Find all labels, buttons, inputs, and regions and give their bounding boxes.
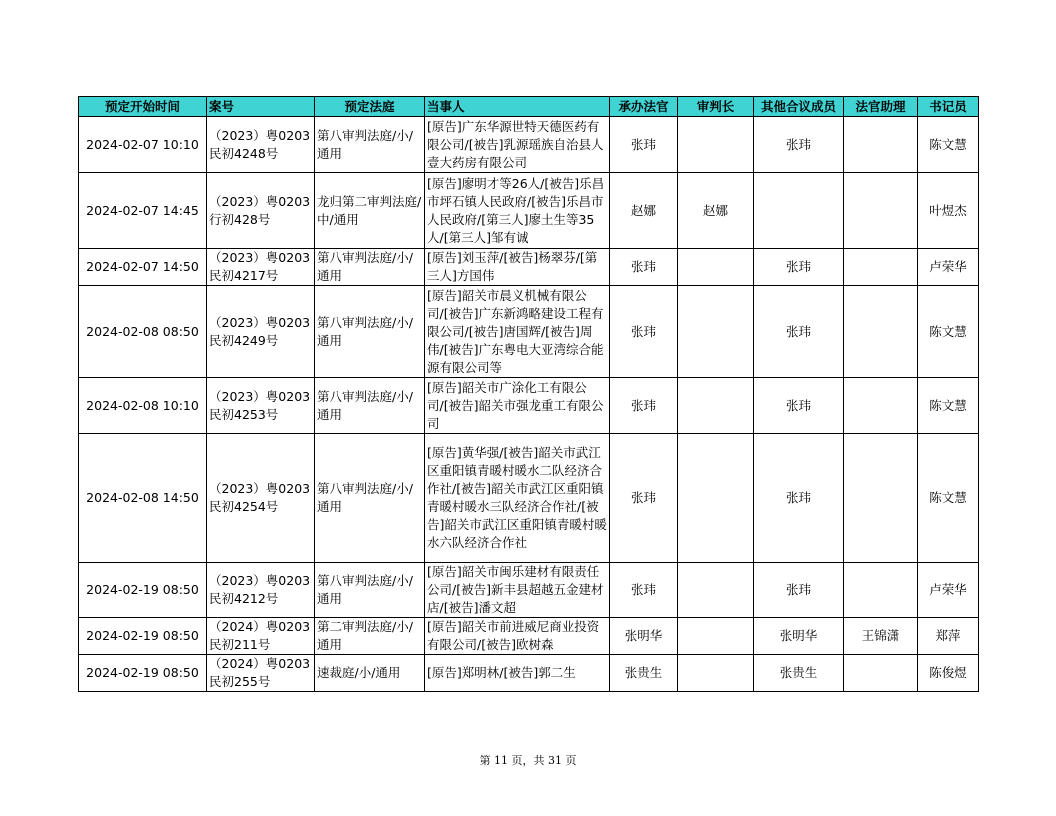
cell-presiding-judge: 张贵生: [610, 655, 678, 692]
cell-judge-assistant: [844, 655, 918, 692]
cell-start-time: 2024-02-19 08:50: [79, 618, 207, 655]
table-row: [79, 173, 979, 249]
cell-clerk: 陈俊煜: [918, 655, 979, 692]
cell-case-number: （2023）粤0203民初4217号: [207, 249, 315, 286]
cell-start-time: 2024-02-08 10:10: [79, 378, 207, 434]
cell-panel-members: 张玮: [754, 563, 844, 618]
page-footer: 第 11 页，共 31 页: [479, 754, 577, 767]
cell-clerk: 陈文慧: [918, 286, 979, 378]
cell-clerk: 陈文慧: [918, 434, 979, 563]
cell-presiding-judge: 张玮: [610, 434, 678, 563]
cell-presiding-judge: 张玮: [610, 117, 678, 173]
table-row: [79, 117, 979, 173]
cell-parties: [原告]韶关市前进威尼商业投资有限公司/[被告]欧树森: [425, 618, 610, 655]
cell-courtroom: 龙归第二审判法庭/中/通用: [315, 173, 425, 249]
cell-judge-assistant: [844, 378, 918, 434]
cell-courtroom: 第八审判法庭/小/通用: [315, 563, 425, 618]
table-row: [79, 434, 979, 563]
cell-case-number: （2023）粤0203民初4212号: [207, 563, 315, 618]
cell-start-time: 2024-02-08 08:50: [79, 286, 207, 378]
cell-courtroom: 第八审判法庭/小/通用: [315, 117, 425, 173]
header-courtroom: 预定法庭: [315, 97, 425, 117]
cell-courtroom: 第八审判法庭/小/通用: [315, 434, 425, 563]
cell-parties: [原告]黄华强/[被告]韶关市武江区重阳镇青暖村暖水二队经济合作社/[被告]韶关市武江区重阳镇青暖村暖水三队经济合作社/[被告]韶关市武江区重阳镇青暖村暖水六队经济合作社: [425, 434, 610, 563]
header-parties: 当事人: [425, 97, 610, 117]
cell-clerk: 陈文慧: [918, 378, 979, 434]
cell-judge-assistant: [844, 434, 918, 563]
cell-presiding-judge: 张玮: [610, 378, 678, 434]
cell-presiding-judge: 张明华: [610, 618, 678, 655]
cell-parties: [原告]刘玉萍/[被告]杨翠芬/[第三人]方国伟: [425, 249, 610, 286]
cell-parties: [原告]韶关市晨义机械有限公司/[被告]广东新鸿略建设工程有限公司/[被告]唐国辉/[被告]周伟/[被告]广东粤电大亚湾综合能源有限公司等: [425, 286, 610, 378]
cell-courtroom: 第二审判法庭/小/通用: [315, 618, 425, 655]
cell-case-number: （2024）粤0203民初211号: [207, 618, 315, 655]
header-start-time: 预定开始时间: [79, 97, 207, 117]
cell-judge-assistant: [844, 286, 918, 378]
cell-judge-assistant: [844, 563, 918, 618]
cell-chief-judge: [678, 563, 754, 618]
cell-case-number: （2023）粤0203行初428号: [207, 173, 315, 249]
cell-courtroom: 第八审判法庭/小/通用: [315, 286, 425, 378]
cell-courtroom: 速裁庭/小/通用: [315, 655, 425, 692]
cell-chief-judge: 赵娜: [678, 173, 754, 249]
cell-chief-judge: [678, 249, 754, 286]
cell-judge-assistant: [844, 173, 918, 249]
cell-presiding-judge: 张玮: [610, 286, 678, 378]
header-clerk: 书记员: [918, 97, 979, 117]
table-row: [79, 563, 979, 618]
cell-panel-members: 张玮: [754, 249, 844, 286]
cell-chief-judge: [678, 618, 754, 655]
table-row: [79, 286, 979, 378]
cell-case-number: （2023）粤0203民初4254号: [207, 434, 315, 563]
cell-start-time: 2024-02-07 14:50: [79, 249, 207, 286]
cell-clerk: 卢荣华: [918, 563, 979, 618]
header-judge-assistant: 法官助理: [844, 97, 918, 117]
cell-case-number: （2024）粤0203民初255号: [207, 655, 315, 692]
cell-chief-judge: [678, 286, 754, 378]
table-row: [79, 618, 979, 655]
cell-clerk: 陈文慧: [918, 117, 979, 173]
cell-judge-assistant: [844, 117, 918, 173]
cell-panel-members: 张玮: [754, 286, 844, 378]
cell-courtroom: 第八审判法庭/小/通用: [315, 249, 425, 286]
header-chief-judge: 审判长: [678, 97, 754, 117]
table-row: [79, 249, 979, 286]
cell-start-time: 2024-02-19 08:50: [79, 655, 207, 692]
header-case-number: 案号: [207, 97, 315, 117]
cell-presiding-judge: 张玮: [610, 249, 678, 286]
cell-start-time: 2024-02-19 08:50: [79, 563, 207, 618]
cell-chief-judge: [678, 117, 754, 173]
cell-chief-judge: [678, 434, 754, 563]
cell-judge-assistant: [844, 249, 918, 286]
cell-chief-judge: [678, 655, 754, 692]
cell-clerk: 郑萍: [918, 618, 979, 655]
cell-start-time: 2024-02-08 14:50: [79, 434, 207, 563]
cell-judge-assistant: 王锦潇: [844, 618, 918, 655]
cell-courtroom: 第八审判法庭/小/通用: [315, 378, 425, 434]
cell-parties: [原告]广东华源世特天德医药有限公司/[被告]乳源瑶族自治县人壹大药房有限公司: [425, 117, 610, 173]
cell-panel-members: 张玮: [754, 117, 844, 173]
cell-panel-members: 张贵生: [754, 655, 844, 692]
hearing-schedule-table: [78, 96, 979, 692]
cell-parties: [原告]韶关市广涂化工有限公司/[被告]韶关市强龙重工有限公司: [425, 378, 610, 434]
cell-panel-members: 张玮: [754, 378, 844, 434]
cell-clerk: 叶煜杰: [918, 173, 979, 249]
cell-chief-judge: [678, 378, 754, 434]
cell-start-time: 2024-02-07 10:10: [79, 117, 207, 173]
table-row: [79, 655, 979, 692]
table-header-row: [79, 97, 979, 117]
cell-parties: [原告]郑明林/[被告]郭二生: [425, 655, 610, 692]
header-presiding-judge: 承办法官: [610, 97, 678, 117]
cell-clerk: 卢荣华: [918, 249, 979, 286]
cell-presiding-judge: 张玮: [610, 563, 678, 618]
cell-parties: [原告]廖明才等26人/[被告]乐昌市坪石镇人民政府/[被告]乐昌市人民政府/[第三人]廖土生等35人/[第三人]邹有诚: [425, 173, 610, 249]
cell-start-time: 2024-02-07 14:45: [79, 173, 207, 249]
table-row: [79, 378, 979, 434]
cell-case-number: （2023）粤0203民初4249号: [207, 286, 315, 378]
cell-panel-members: 张玮: [754, 434, 844, 563]
cell-case-number: （2023）粤0203民初4248号: [207, 117, 315, 173]
cell-presiding-judge: 赵娜: [610, 173, 678, 249]
cell-parties: [原告]韶关市闽乐建材有限责任公司/[被告]新丰县超越五金建材店/[被告]潘文超: [425, 563, 610, 618]
cell-panel-members: [754, 173, 844, 249]
cell-panel-members: 张明华: [754, 618, 844, 655]
cell-case-number: （2023）粤0203民初4253号: [207, 378, 315, 434]
header-panel-members: 其他合议成员: [754, 97, 844, 117]
